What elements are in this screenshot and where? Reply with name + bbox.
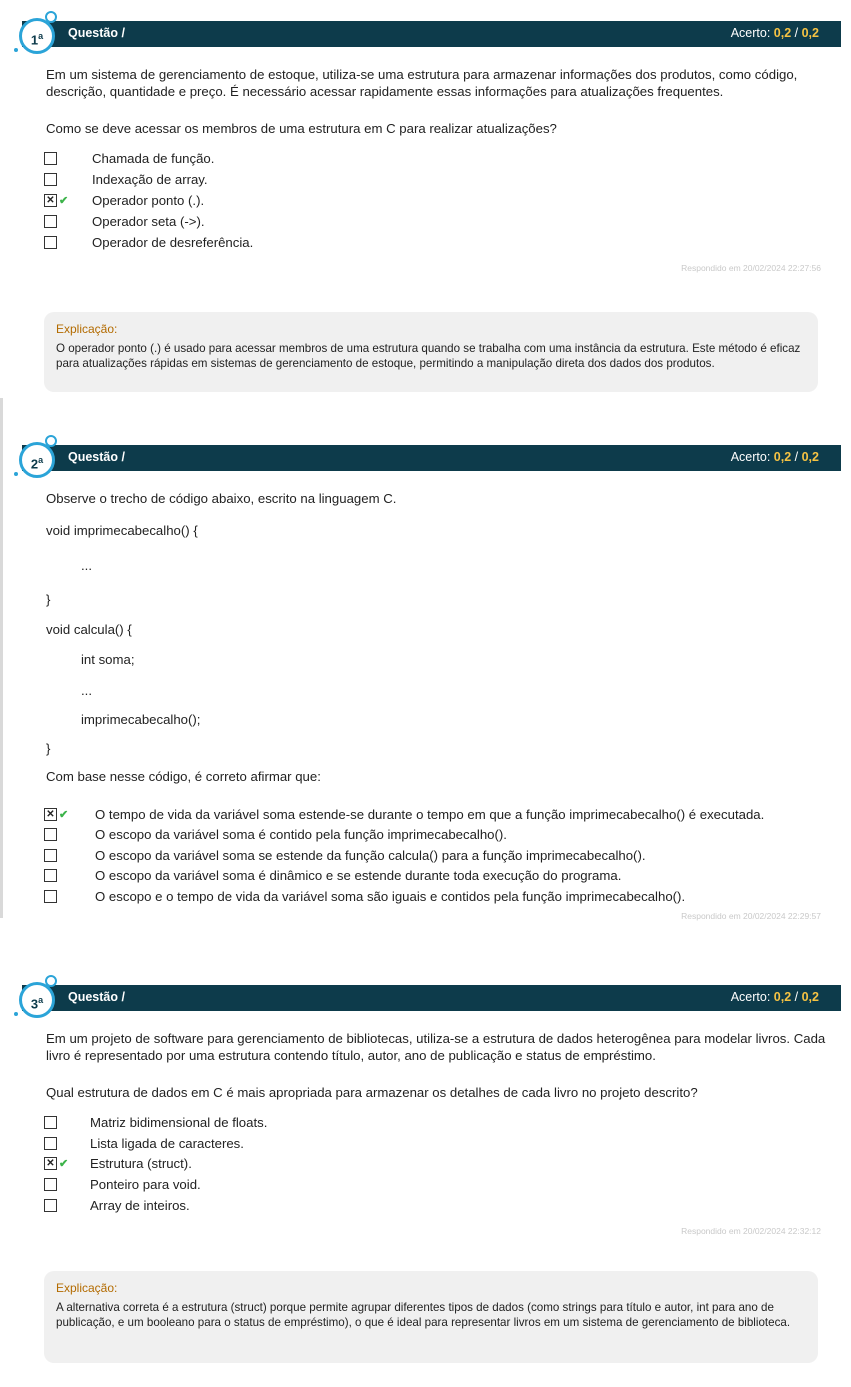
checkbox-empty-icon[interactable] xyxy=(44,869,57,882)
code-line: } xyxy=(46,592,51,607)
question-statement: Em um sistema de gerenciamento de estoque, utiliza-se uma estrutura para armazenar informações dos produtos, como código, descrição, quantidade e preço. É necessário acessar rapidamente essas informações para atualizações frequentes. xyxy=(46,67,798,99)
checkbox-empty-icon[interactable] xyxy=(44,173,57,186)
question-statement: Observe o trecho de código abaixo, escrito na linguagem C. xyxy=(46,491,397,506)
question-number-badge: 1$^a$ xyxy=(19,18,55,54)
question-statement: Em um projeto de software para gerenciamento de bibliotecas, utiliza-se a estrutura de dados heterogênea para modelar livros. Cada livro é representado por uma estrutura contendo título, autor, ano de publicação e status de empréstimo. xyxy=(46,1031,826,1063)
responded-timestamp: Respondido em 20/02/2024 22:29:57 xyxy=(681,911,821,921)
checkbox-empty-icon[interactable] xyxy=(44,890,57,903)
badge-dot-icon xyxy=(14,472,18,476)
checkbox-empty-icon[interactable] xyxy=(44,1116,57,1129)
code-line: int soma; xyxy=(81,652,135,667)
explanation-box xyxy=(44,1271,818,1363)
explanation-title: Explicação: xyxy=(56,322,118,336)
checkbox-empty-icon[interactable] xyxy=(44,152,57,165)
responded-timestamp: Respondido em 20/02/2024 22:32:12 xyxy=(681,1226,821,1236)
badge-bubble-icon xyxy=(45,11,57,23)
question-title: Questão / xyxy=(68,26,125,40)
question-1: Questão / Acerto: 0,2 / 0,2 1$^a$ Em um sistema de gerenciamento de estoque, utiliza-se uma estrutura para armazenar informações dos produtos, como código, descrição, quantidade e preço. É necessário acessar rapidamente essas informações para atualizações frequentes. Como se deve acessar os membros de uma estrutura em C para realizar atualizações? Chamada de função. Indexação de array. ✕ ✔ Operador ponto (.). Operador seta (->). Operador de desreferência. Respondido em 20/02/2024 22:27:56 Explicação: O operador ponto (.) é usado para acessar membros de uma estrutura quando se trabalha com uma instância da estrutura. Este método é eficaz para atualizações rápidas em sistemas de gerenciamento de estoque, permitindo a manipulação direta dos dados dos produtos. xyxy=(0,0,851,400)
question-prompt: Com base nesse código, é correto afirmar que: xyxy=(46,769,321,784)
explanation-text: O operador ponto (.) é usado para acessar membros de uma estrutura quando se trabalha com uma instância da estrutura. Este método é eficaz para atualizações rápidas em sistemas de gerenciamento de estoque, permitindo a manipulação direta dos dados dos produtos. xyxy=(56,342,801,370)
responded-timestamp: Respondido em 20/02/2024 22:27:56 xyxy=(681,263,821,273)
checkbox-empty-icon[interactable] xyxy=(44,1137,57,1150)
question-header xyxy=(22,445,841,471)
question-number-badge: 3$^a$ xyxy=(19,982,55,1018)
checkbox-empty-icon[interactable] xyxy=(44,849,57,862)
checkbox-empty-icon[interactable] xyxy=(44,236,57,249)
explanation-box xyxy=(44,312,818,392)
score: Acerto: 0,2 / 0,2 xyxy=(730,26,819,40)
checkbox-empty-icon[interactable] xyxy=(44,1199,57,1212)
explanation-title: Explicação: xyxy=(56,1281,118,1295)
checkbox-checked-icon[interactable]: ✕ xyxy=(44,1157,57,1170)
score: Acerto: 0,2 / 0,2 xyxy=(730,450,819,464)
question-title: Questão / xyxy=(68,450,125,464)
code-line: ... xyxy=(81,558,92,573)
checkbox-empty-icon[interactable] xyxy=(44,828,57,841)
badge-dot-icon xyxy=(14,48,18,52)
question-prompt: Qual estrutura de dados em C é mais apropriada para armazenar os detalhes de cada livro no projeto descrito? xyxy=(46,1085,698,1100)
code-line: void calcula() { xyxy=(46,622,132,637)
checkmark-icon: ✔ xyxy=(59,195,69,207)
question-number-badge: 2$^a$ xyxy=(19,442,55,478)
checkbox-empty-icon[interactable] xyxy=(44,215,57,228)
question-title: Questão / xyxy=(68,990,125,1004)
checkmark-icon: ✔ xyxy=(59,809,69,821)
score: Acerto: 0,2 / 0,2 xyxy=(730,990,819,1004)
question-header xyxy=(22,21,841,47)
checkmark-icon: ✔ xyxy=(59,1158,69,1170)
checkbox-empty-icon[interactable] xyxy=(44,1178,57,1191)
badge-dot-icon xyxy=(14,1012,18,1016)
code-line: void imprimecabecalho() { xyxy=(46,523,198,538)
explanation-text: A alternativa correta é a estrutura (struct) porque permite agrupar diferentes tipos de dados (como strings para título e autor, int para ano de publicação, e um booleano para o status de empréstimo), o que é ideal para representar livros em um sistema de gerenciamento de biblioteca. xyxy=(56,1301,791,1329)
question-3: Questão / Acerto: 0,2 / 0,2 3$^a$ Em um projeto de software para gerenciamento de bibliotecas, utiliza-se a estrutura de dados heterogênea para modelar livros. Cada livro é representado por uma estrutura contendo título, autor, ano de publicação e status de empréstimo. Qual estrutura de dados em C é mais apropriada para armazenar os detalhes de cada livro no projeto descrito? Matriz bidimensional de floats. Lista ligada de caracteres. ✕ ✔ Estrutura (struct). Ponteiro para void. Array de inteiros. Respondido em 20/02/2024 22:32:12 Explicação: A alternativa correta é a estrutura (struct) porque permite agrupar diferentes tipos de dados (como strings para título e autor, int para ano de publicação, e um booleano para o status de empréstimo), o que é ideal para representar livros em um sistema de gerenciamento de biblioteca. xyxy=(0,935,851,1385)
checkbox-checked-icon[interactable]: ✕ xyxy=(44,194,57,207)
badge-bubble-icon xyxy=(45,435,57,447)
code-line: imprimecabecalho(); xyxy=(81,712,201,727)
checkbox-checked-icon[interactable]: ✕ xyxy=(44,808,57,821)
code-line: ... xyxy=(81,683,92,698)
question-prompt: Como se deve acessar os membros de uma estrutura em C para realizar atualizações? xyxy=(46,121,557,136)
badge-bubble-icon xyxy=(45,975,57,987)
question-header xyxy=(22,985,841,1011)
code-line: } xyxy=(46,741,51,756)
question-2: Questão / Acerto: 0,2 / 0,2 2$^a$ Observe o trecho de código abaixo, escrito na linguagem C. void imprimecabecalho() { ... } void calcula() { int soma; ... imprimecabecalho(); } Com base nesse código, é correto afirmar que: ✕ ✔ O tempo de vida da variável soma estende-se durante o tempo em que a função imprimecabecalho() é executada. O escopo da variável soma é contido pela função imprimecabecalho(). O escopo da variável soma se estende da função calcula() para a função imprimecabecalho(). O escopo da variável soma é dinâmico e se estende durante toda execução do programa. O escopo e o tempo de vida da variável soma são iguais e contidos pela função imprimecabecalho(). Respondido em 20/02/2024 22:29:57 xyxy=(0,420,851,920)
